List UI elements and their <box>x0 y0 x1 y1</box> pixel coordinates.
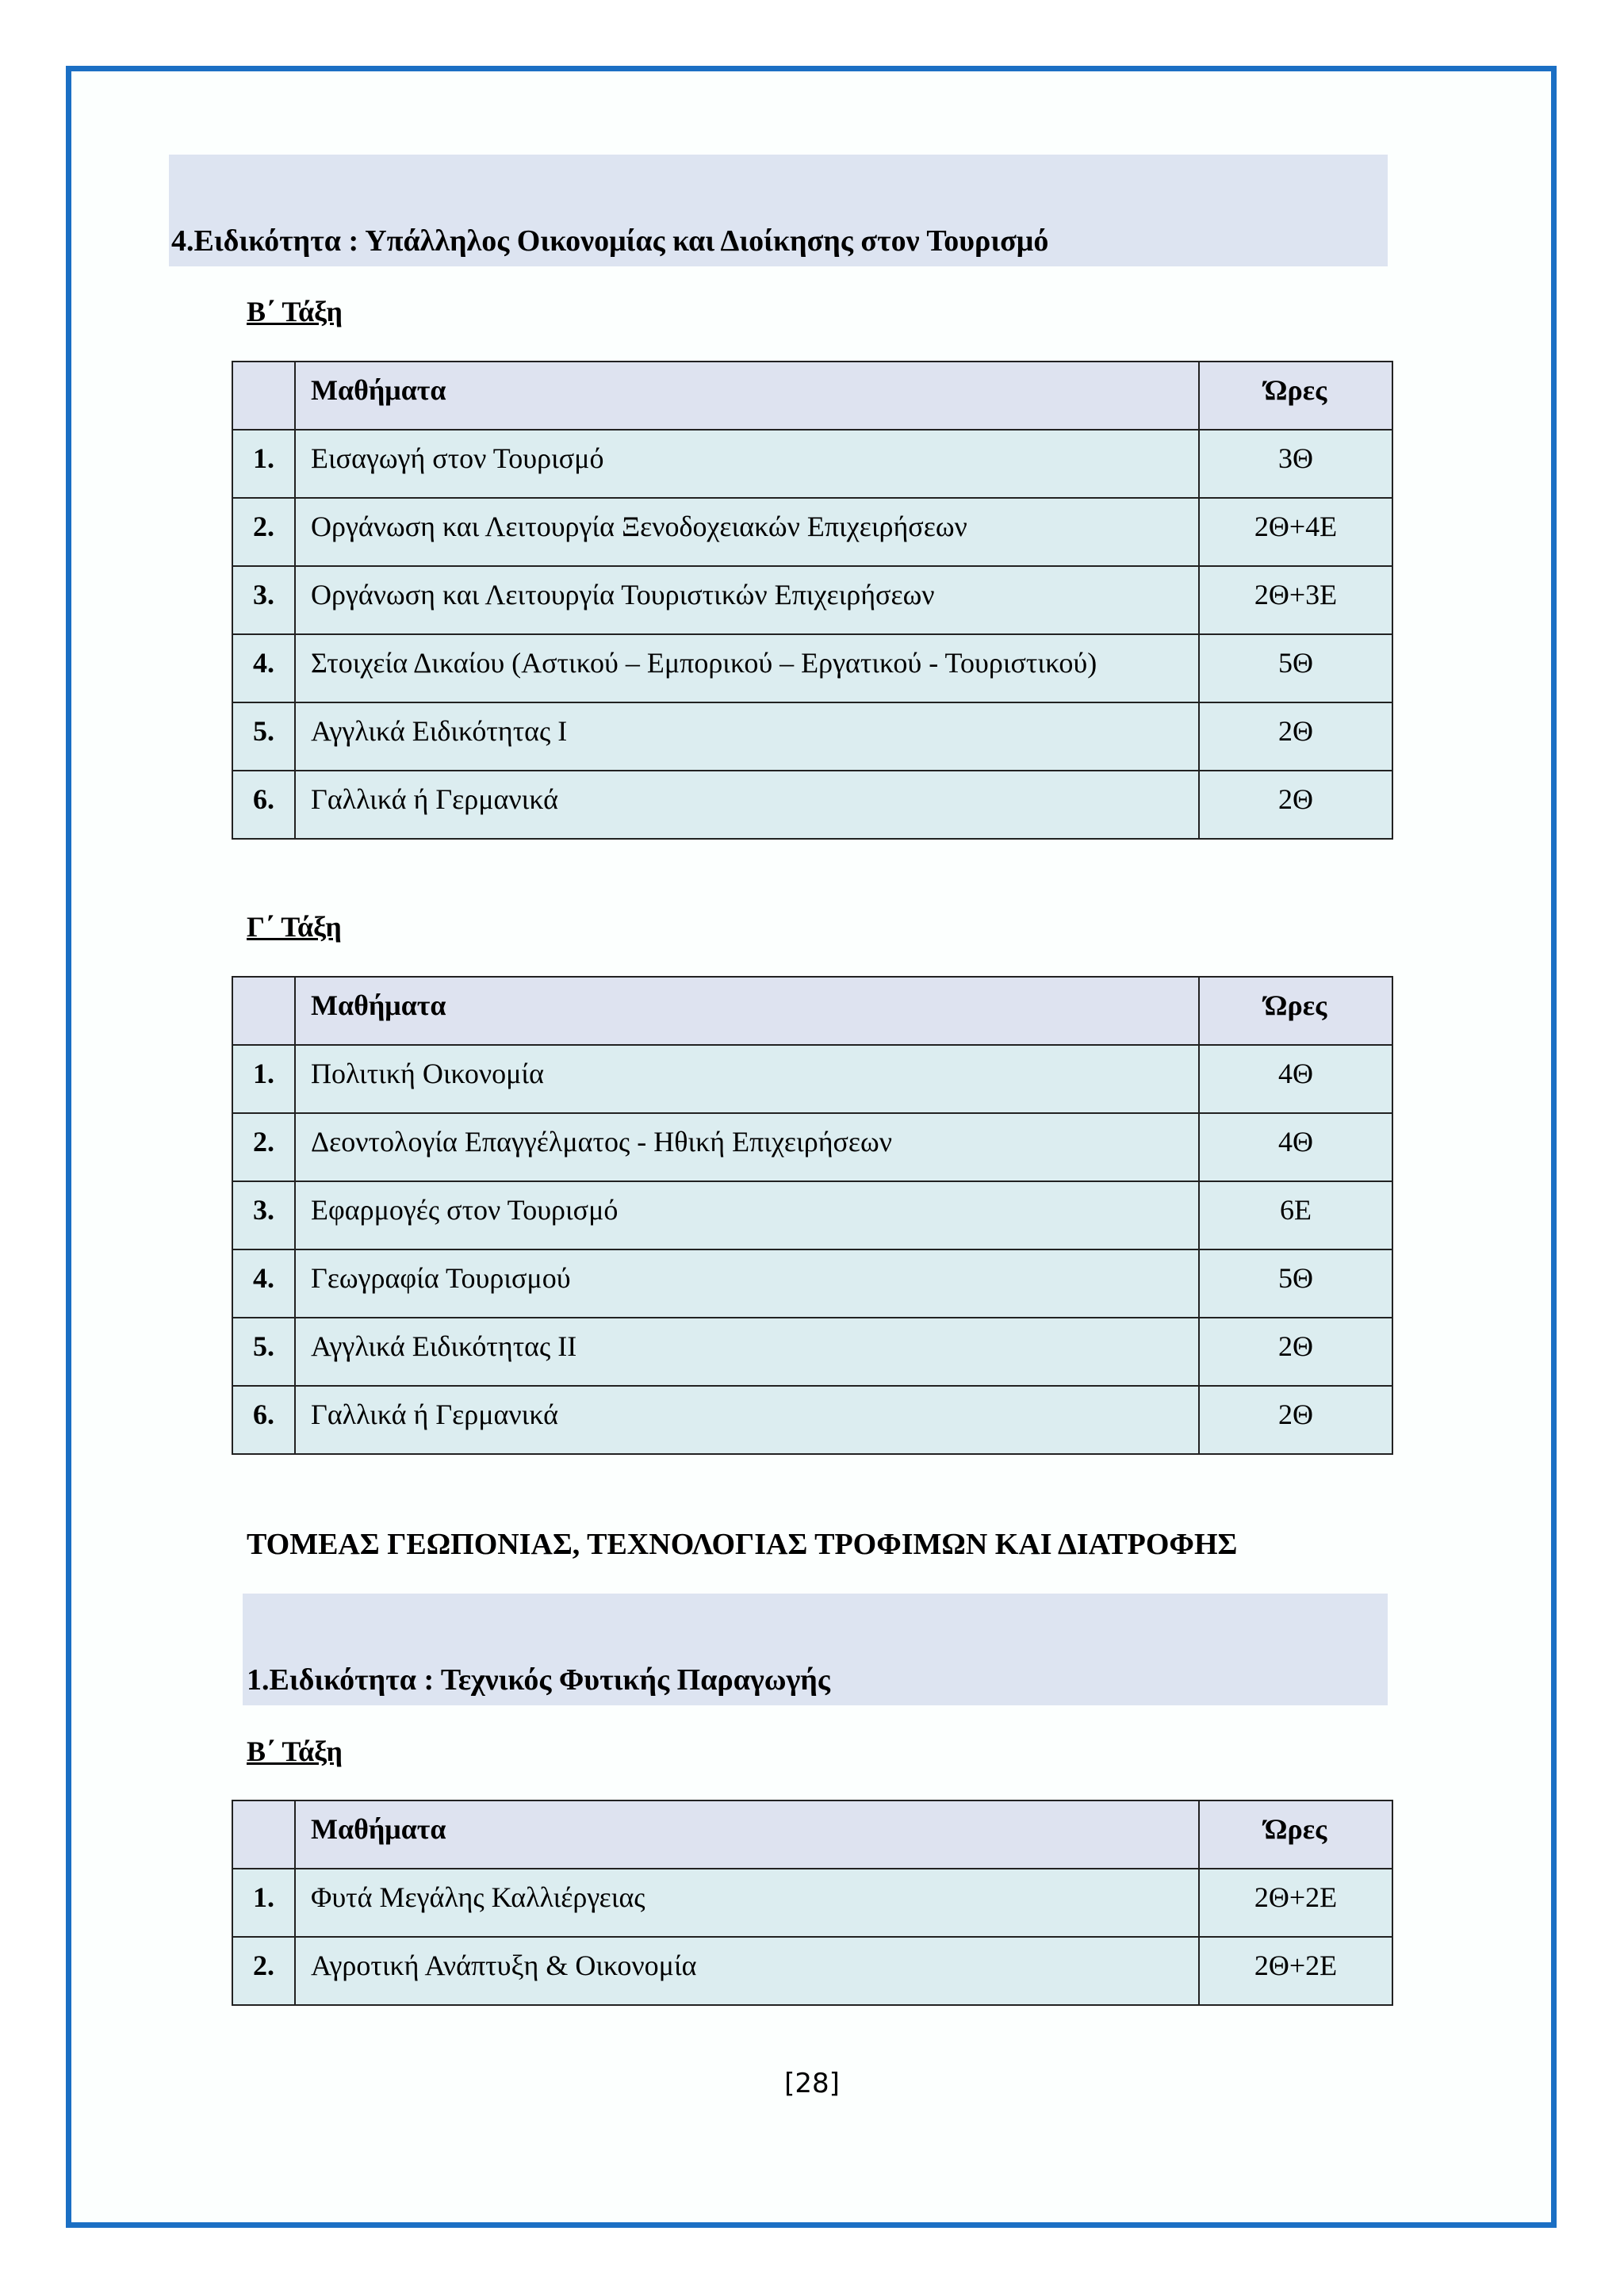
subject-cell: Οργάνωση και Λειτουργία Τουριστικών Επιχειρήσεων <box>295 566 1199 634</box>
page-number: [28] <box>784 2068 840 2099</box>
table-row <box>232 1181 1392 1249</box>
subject-cell: Γεωγραφία Τουρισμού <box>295 1249 1199 1318</box>
table-header-row <box>232 362 1392 430</box>
subject-header-cell: Μαθήματα <box>295 977 1199 1045</box>
table-row <box>232 1249 1392 1318</box>
hours-cell: 2Θ+2Ε <box>1199 1869 1392 1937</box>
row-number: 4. <box>232 634 295 702</box>
table-row <box>232 1869 1392 1937</box>
sector-title: ΤΟΜΕΑΣ ΓΕΩΠΟΝΙΑΣ, ΤΕΧΝΟΛΟΓΙΑΣ ΤΡΟΦΙΜΩΝ ΚΑΙ ΔΙΑΤΡΟΦΗΣ <box>247 1528 1238 1561</box>
subject-cell: Αγροτική Ανάπτυξη & Οικονομία <box>295 1937 1199 2005</box>
table-row <box>232 498 1392 566</box>
table-row <box>232 566 1392 634</box>
class-label: Γ΄ Τάξη <box>247 911 342 943</box>
row-number: 5. <box>232 702 295 771</box>
subject-cell: Εισαγωγή στον Τουρισμό <box>295 430 1199 498</box>
row-number: 1. <box>232 1045 295 1113</box>
table-row <box>232 1045 1392 1113</box>
hours-cell: 2Θ+3Ε <box>1199 566 1392 634</box>
row-number: 5. <box>232 1318 295 1386</box>
row-number: 3. <box>232 566 295 634</box>
courses-table-b <box>232 361 1393 840</box>
hours-cell: 2Θ <box>1199 771 1392 839</box>
hours-cell: 2Θ <box>1199 1318 1392 1386</box>
subject-cell: Γαλλικά ή Γερμανικά <box>295 1386 1199 1454</box>
table-row <box>232 1113 1392 1181</box>
hours-cell: 2Θ+2Ε <box>1199 1937 1392 2005</box>
hours-header-cell: Ώρες <box>1199 362 1392 430</box>
table-header-row <box>232 977 1392 1045</box>
subject-cell: Στοιχεία Δικαίου (Αστικού – Εμπορικού – Εργατικού - Τουριστικού) <box>295 634 1199 702</box>
table-row <box>232 1937 1392 2005</box>
specialty-heading: 4.Ειδικότητα : Υπάλληλος Οικονομίας και Διοίκησης στον Τουρισμό <box>171 224 1049 258</box>
subject-cell: Εφαρμογές στον Τουρισμό <box>295 1181 1199 1249</box>
subject-header-cell: Μαθήματα <box>295 362 1199 430</box>
class-label: Β΄ Τάξη <box>247 1735 343 1767</box>
courses-table-c <box>232 976 1393 1455</box>
hours-cell: 2Θ <box>1199 1386 1392 1454</box>
table-row <box>232 634 1392 702</box>
hours-cell: 3Θ <box>1199 430 1392 498</box>
subject-cell: Οργάνωση και Λειτουργία Ξενοδοχειακών Επιχειρήσεων <box>295 498 1199 566</box>
courses-table-b2 <box>232 1800 1393 2006</box>
specialty-heading: 1.Ειδικότητα : Τεχνικός Φυτικής Παραγωγής <box>247 1663 830 1697</box>
hours-cell: 6Ε <box>1199 1181 1392 1249</box>
row-number: 2. <box>232 1113 295 1181</box>
subject-cell: Δεοντολογία Επαγγέλματος - Ηθική Επιχειρήσεων <box>295 1113 1199 1181</box>
row-number: 2. <box>232 498 295 566</box>
table-row <box>232 702 1392 771</box>
table-row <box>232 1318 1392 1386</box>
subject-cell: Φυτά Μεγάλης Καλλιέργειας <box>295 1869 1199 1937</box>
class-label: Β΄ Τάξη <box>247 296 343 327</box>
hours-cell: 5Θ <box>1199 634 1392 702</box>
row-number: 4. <box>232 1249 295 1318</box>
subject-header-cell: Μαθήματα <box>295 1800 1199 1869</box>
row-number: 6. <box>232 771 295 839</box>
table-row <box>232 1386 1392 1454</box>
subject-cell: Γαλλικά ή Γερμανικά <box>295 771 1199 839</box>
hours-cell: 4Θ <box>1199 1045 1392 1113</box>
number-header-cell <box>232 362 295 430</box>
subject-cell: Αγγλικά Ειδικότητας ΙΙ <box>295 1318 1199 1386</box>
row-number: 1. <box>232 430 295 498</box>
row-number: 6. <box>232 1386 295 1454</box>
number-header-cell <box>232 1800 295 1869</box>
hours-cell: 4Θ <box>1199 1113 1392 1181</box>
table-header-row <box>232 1800 1392 1869</box>
hours-header-cell: Ώρες <box>1199 1800 1392 1869</box>
row-number: 1. <box>232 1869 295 1937</box>
hours-header-cell: Ώρες <box>1199 977 1392 1045</box>
subject-cell: Αγγλικά Ειδικότητας Ι <box>295 702 1199 771</box>
number-header-cell <box>232 977 295 1045</box>
row-number: 3. <box>232 1181 295 1249</box>
table-row <box>232 771 1392 839</box>
hours-cell: 5Θ <box>1199 1249 1392 1318</box>
subject-cell: Πολιτική Οικονομία <box>295 1045 1199 1113</box>
hours-cell: 2Θ+4Ε <box>1199 498 1392 566</box>
hours-cell: 2Θ <box>1199 702 1392 771</box>
table-row <box>232 430 1392 498</box>
row-number: 2. <box>232 1937 295 2005</box>
